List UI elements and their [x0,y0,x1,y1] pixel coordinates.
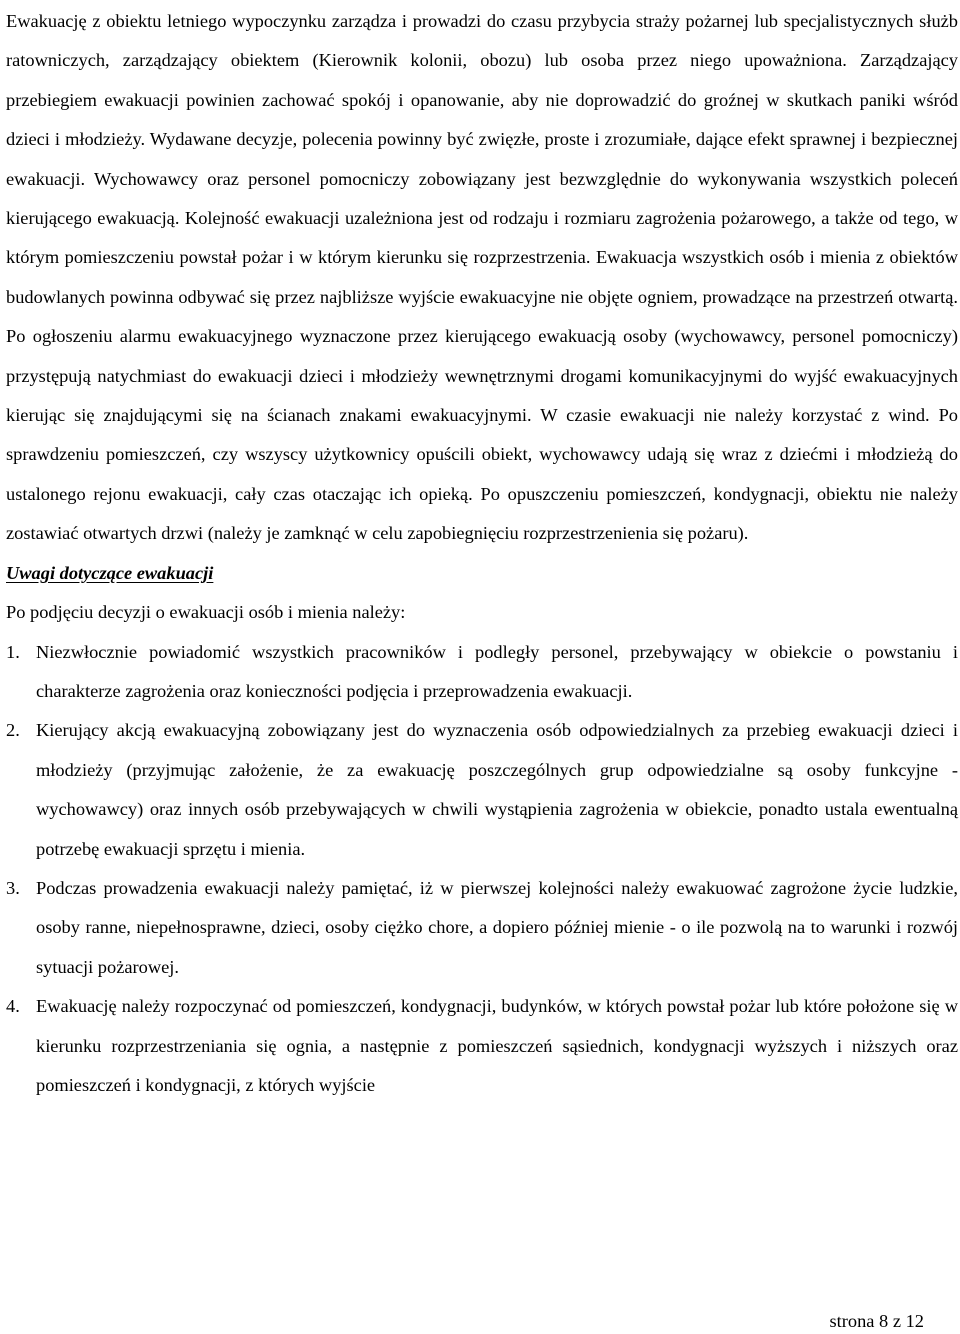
numbered-list [6,633,958,1106]
list-item-text: Ewakuację należy rozpoczynać od pomieszczeń, kondygnacji, budynków, w których powstał pożar lub które położone się w kierunku rozprzestrzeniania się ognia, a następnie z pomieszczeń sąsiednich, kondygnacji wyższych i niższych oraz pomieszczeń i kondygnacji, z których wyjście [36,996,958,1095]
list-item [6,711,958,869]
page-number: strona 8 z 12 [829,1311,924,1331]
list-item-number: 3. [6,877,20,898]
list-item-number: 2. [6,720,20,741]
document-page [6,2,958,1105]
list-item-text: Niezwłocznie powiadomić wszystkich pracowników i podległy personel, przebywający w obiekcie o powstaniu i charakterze zagrożenia oraz konieczności podjęcia i przeprowadzenia ewakuacji. [36,641,958,701]
list-item-text: Kierujący akcją ewakuacyjną zobowiązany jest do wyznaczenia osób odpowiedzialnych za przebieg ewakuacji dzieci i młodzieży (przyjmując założenie, że za ewakuację poszczególnych grup odpowiedzialne są osoby funkcyjne - wychowawcy) oraz innych osób przebywających w chwili wystąpienia zagrożenia w obiekcie, ponadto ustala ewentualną potrzebę ewakuacji sprzętu i mienia. [36,720,958,859]
list-item-number: 1. [6,641,20,662]
list-item-number: 4. [6,996,20,1017]
body-paragraph: Ewakuację z obiektu letniego wypoczynku zarządza i prowadzi do czasu przybycia straży pożarnej lub specjalistycznych służb ratowniczych, zarządzający obiektem (Kierownik kolonii, obozu) lub osoba przez niego upoważniona. Zarządzający przebiegiem ewakuacji powinien zachować spokój i opanowanie, aby nie doprowadzić do groźnej w skutkach paniki wśród dzieci i młodzieży. Wydawane decyzje, polecenia powinny być zwięzłe, proste i zrozumiałe, dające efekt sprawnej i bezpiecznej ewakuacji. Wychowawcy oraz personel pomocniczy zobowiązany jest bezwzględnie do wykonywania wszystkich poleceń kierującego ewakuacją. Kolejność ewakuacji uzależniona jest od rodzaju i rozmiaru zagrożenia pożarowego, a także od tego, w którym pomieszczeniu powstał pożar i w którym kierunku się rozprzestrzenia. Ewakuacja wszystkich osób i mienia z obiektów budowlanych powinna odbywać się przez najbliższe wyjście ewakuacyjne nie objęte ogniem, prowadzące na przestrzeń otwartą. Po ogłoszeniu alarmu ewakuacyjnego wyznaczone przez kierującego ewakuacją osoby (wychowawcy, personel pomocniczy) przystępują natychmiast do ewakuacji dzieci i młodzieży wewnętrznymi drogami komunikacyjnymi do wyjść ewakuacyjnych kierując się znajdującymi się na ścianach znakami ewakuacyjnymi. W czasie ewakuacji nie należy korzystać z wind. Po sprawdzeniu pomieszczeń, czy wszyscy użytkownicy opuścili obiekt, wychowawcy udają się wraz z dziećmi i młodzieżą do ustalonego rejonu ewakuacji, cały czas otaczając ich opieką. Po opuszczeniu pomieszczeń, kondygnacji, obiektu nie należy zostawiać otwartych drzwi (należy je zamknąć w celu zapobiegnięciu rozprzestrzenienia się pożaru). [6,11,958,544]
section-heading: Uwagi dotyczące ewakuacji [6,562,214,583]
list-item-text: Podczas prowadzenia ewakuacji należy pamiętać, iż w pierwszej kolejności należy ewakuować zagrożone życie ludzkie, osoby ranne, niepełnosprawne, dzieci, osoby ciężko chore, a dopiero później mienie - o ile pozwolą na to warunki i rozwój sytuacji pożarowej. [36,877,958,977]
list-item [6,869,958,987]
intro-line: Po podjęciu decyzji o ewakuacji osób i mienia należy: [6,602,406,623]
list-item [6,987,958,1105]
list-item [6,633,958,712]
